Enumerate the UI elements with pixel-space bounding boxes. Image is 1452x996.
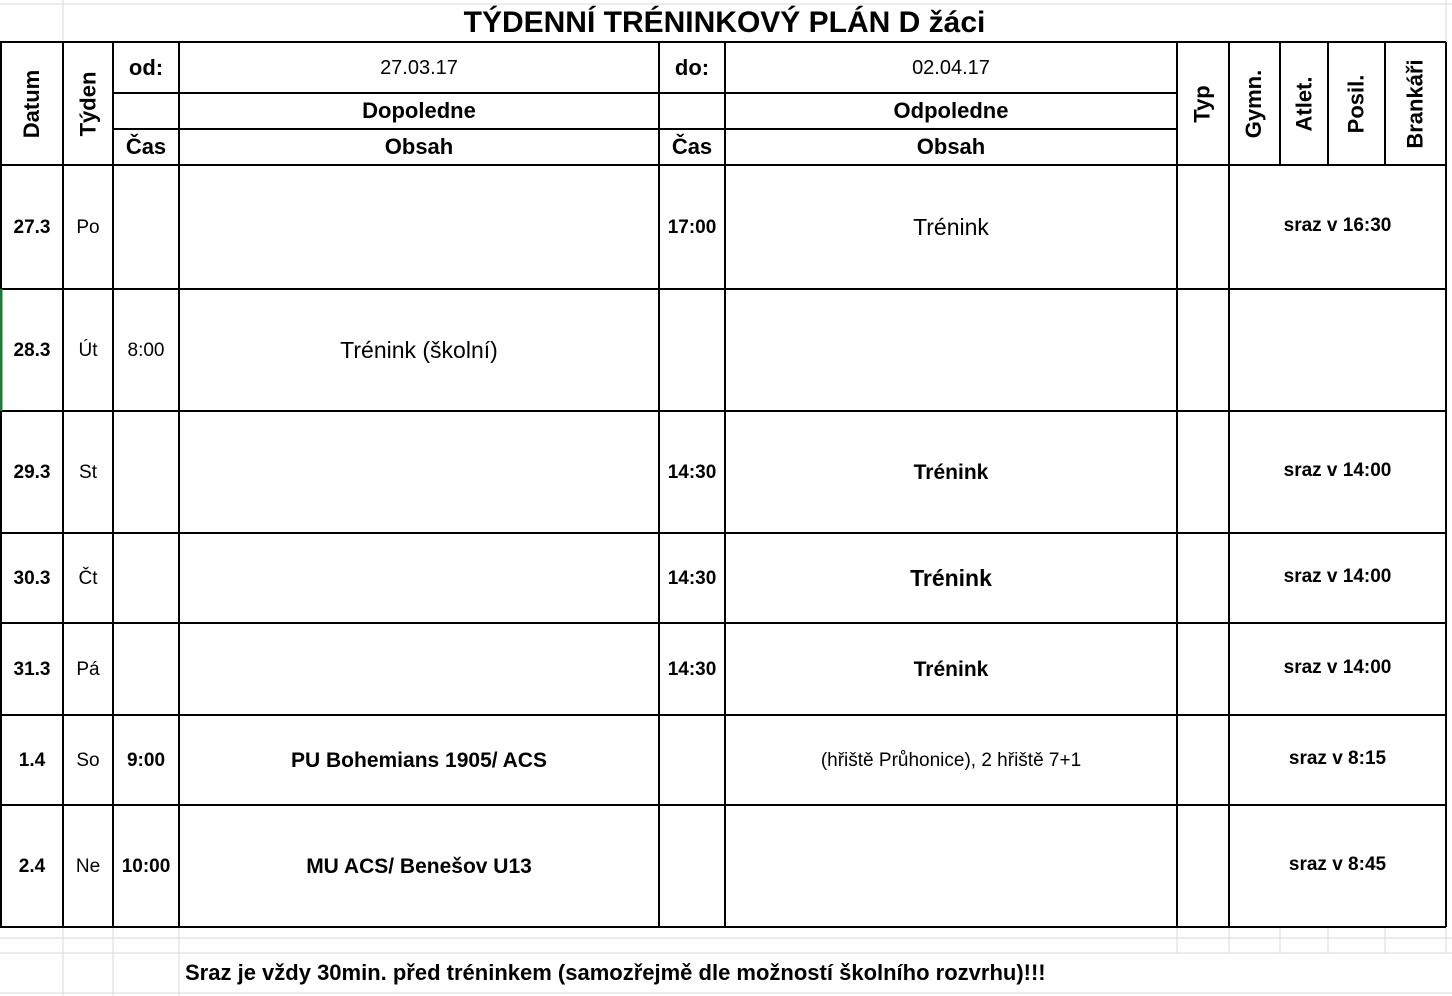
row-day[interactable]: St — [79, 461, 97, 483]
row-date[interactable]: 27.3 — [13, 217, 51, 238]
row-note[interactable]: sraz v 16:30 — [1283, 215, 1392, 236]
row-am-content[interactable] — [179, 166, 659, 289]
row-pm-time[interactable]: 17:00 — [667, 217, 717, 238]
header-tyden[interactable] — [63, 42, 113, 165]
page-title[interactable]: TÝDENNÍ TRÉNINKOVÝ PLÁN D žáci — [463, 6, 986, 39]
row-day[interactable]: Út — [78, 339, 98, 361]
row-pm-content[interactable]: Trénink — [913, 657, 989, 681]
header-gymn[interactable] — [1229, 42, 1280, 165]
header-cas-pm[interactable]: Čas — [671, 134, 713, 159]
row-am-content[interactable] — [179, 411, 659, 533]
row-am-time[interactable] — [113, 533, 179, 623]
header-obsah-pm[interactable]: Obsah — [916, 134, 986, 159]
row-pm-content[interactable]: Trénink — [913, 460, 989, 484]
header-typ[interactable] — [1177, 42, 1229, 165]
row-am-time[interactable] — [113, 411, 179, 533]
row-date[interactable]: 2.4 — [18, 855, 46, 877]
header-gymn-label: Gymn. — [1241, 69, 1267, 138]
header-cas-am[interactable]: Čas — [125, 134, 167, 159]
header-od-label[interactable]: od: — [128, 54, 164, 80]
row-day[interactable]: Pá — [76, 658, 100, 680]
row-am-time[interactable] — [113, 166, 179, 289]
row-pm-time[interactable] — [659, 715, 725, 805]
row-day[interactable]: Po — [76, 217, 100, 238]
row-pm-time[interactable]: 14:30 — [667, 461, 717, 483]
row-pm-time[interactable] — [659, 289, 725, 411]
row-date[interactable]: 30.3 — [13, 567, 51, 589]
row-pm-content[interactable] — [725, 805, 1177, 927]
header-atlet-label: Atlet. — [1291, 76, 1316, 131]
header-posil[interactable] — [1328, 42, 1385, 165]
header-brankari-label: Brankáři — [1402, 58, 1428, 149]
header-obsah-am[interactable]: Obsah — [384, 134, 454, 159]
row-pm-content[interactable] — [725, 289, 1177, 411]
row-am-content[interactable] — [179, 533, 659, 623]
header-typ-label: Typ — [1189, 84, 1215, 123]
row-date[interactable]: 29.3 — [13, 461, 51, 483]
row-date[interactable]: 31.3 — [13, 658, 51, 680]
row-day[interactable]: Čt — [78, 567, 98, 589]
header-od-value[interactable]: 27.03.17 — [380, 56, 458, 79]
row-am-time[interactable]: 8:00 — [127, 339, 165, 361]
header-datum[interactable] — [1, 42, 63, 165]
row-note[interactable] — [1229, 289, 1446, 407]
header-datum-label: Datum — [19, 69, 45, 138]
row-day[interactable]: So — [76, 749, 100, 771]
header-odpoledne[interactable]: Odpoledne — [893, 98, 1009, 123]
row-pm-time[interactable]: 14:30 — [667, 567, 717, 589]
row-note[interactable]: sraz v 14:00 — [1283, 656, 1392, 678]
row-pm-content[interactable]: Trénink — [910, 564, 992, 591]
row-pm-time[interactable] — [659, 805, 725, 927]
header-do-label[interactable]: do: — [674, 54, 710, 80]
row-am-content[interactable]: Trénink (školní) — [340, 336, 498, 363]
row-note[interactable]: sraz v 8:45 — [1288, 853, 1387, 875]
row-note[interactable]: sraz v 14:00 — [1283, 459, 1392, 481]
row-pm-content[interactable]: Trénink — [913, 214, 989, 240]
row-note[interactable]: sraz v 8:15 — [1288, 747, 1387, 769]
header-tyden-label: Týden — [75, 71, 101, 136]
row-pm-time[interactable]: 14:30 — [667, 658, 717, 680]
row-date[interactable]: 28.3 — [13, 339, 51, 361]
header-brankari[interactable] — [1385, 42, 1446, 165]
row-am-content[interactable]: MU ACS/ Benešov U13 — [306, 854, 532, 878]
row-day[interactable]: Ne — [75, 855, 101, 877]
header-dopoledne[interactable]: Dopoledne — [362, 98, 476, 123]
row-pm-content[interactable]: (hřiště Průhonice), 2 hřiště 7+1 — [820, 749, 1082, 771]
footer-note[interactable]: Sraz je vždy 30min. před tréninkem (samozřejmě dle možností školního rozvrhu)!!! — [185, 960, 1046, 985]
row-am-time[interactable] — [113, 623, 179, 715]
row-am-content[interactable] — [179, 623, 659, 715]
row-am-time[interactable]: 9:00 — [126, 749, 166, 771]
row-am-content[interactable]: PU Bohemians 1905/ ACS — [291, 748, 547, 772]
row-date[interactable]: 1.4 — [18, 749, 46, 771]
header-atlet[interactable] — [1280, 42, 1328, 165]
header-posil-label: Posil. — [1343, 74, 1369, 133]
header-do-value[interactable]: 02.04.17 — [912, 56, 990, 79]
row-am-time[interactable]: 10:00 — [121, 855, 171, 877]
row-note[interactable]: sraz v 14:00 — [1283, 565, 1392, 587]
